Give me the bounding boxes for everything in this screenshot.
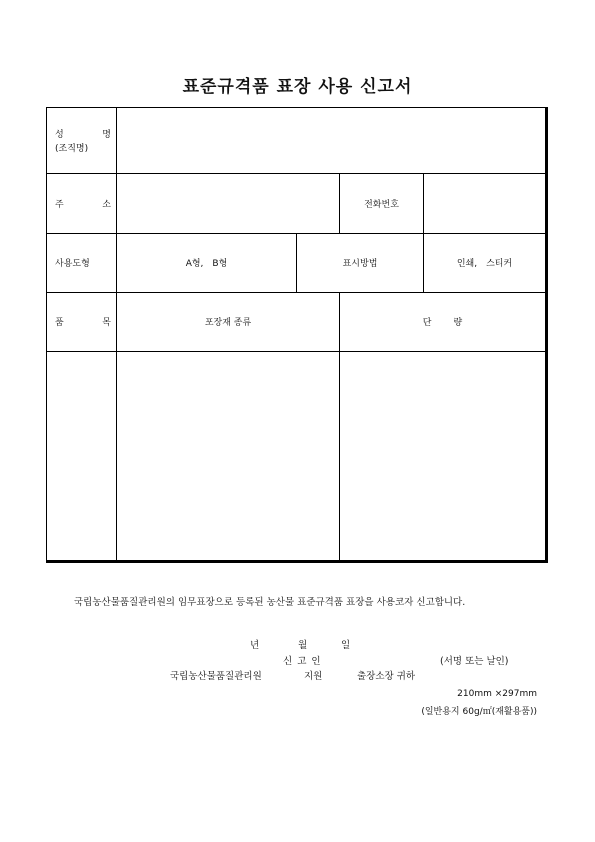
date-month: 월	[298, 640, 308, 651]
form-table	[46, 107, 548, 563]
item-entry-cell[interactable]	[47, 352, 116, 561]
name-label	[55, 126, 111, 140]
unit-header-part: 단	[422, 318, 432, 328]
form-title: 표준규격품 표장 사용 신고서	[182, 77, 413, 97]
paper-spec: (일반용지 60g/㎡(재활용품))	[421, 707, 537, 717]
display-method-value[interactable]: 인쇄, 스티커	[456, 259, 513, 269]
item-label-part: 품	[55, 318, 64, 328]
usage-value[interactable]: A형, B형	[185, 259, 228, 269]
unit-header	[340, 292, 545, 351]
name-field[interactable]	[117, 108, 545, 173]
unit-entry-cell[interactable]	[340, 352, 545, 561]
name-label-part: 명	[102, 129, 111, 140]
paper-size: 210mm ×297mm	[457, 689, 537, 699]
date-year: 년	[250, 640, 260, 651]
addressee-org: 국립농산물품질관리원	[170, 671, 262, 682]
addressee-office: 출장소장 귀하	[357, 671, 416, 682]
name-label-part: 성	[55, 129, 64, 140]
pack-type-header: 포장재 종류	[204, 318, 252, 328]
usage-label: 사용도형	[55, 259, 90, 269]
declarant-label: 신 고 인	[283, 656, 322, 667]
org-name-label: (조직명)	[55, 143, 89, 154]
item-label	[55, 292, 111, 351]
address-label-part: 주	[55, 199, 64, 210]
address-label	[55, 173, 111, 233]
address-field[interactable]	[117, 174, 339, 233]
pack-type-entry-cell[interactable]	[117, 352, 339, 561]
phone-label: 전화번호	[364, 199, 399, 210]
display-method-label: 표시방법	[342, 259, 378, 269]
declaration-text: 국립농산물품질관리원의 임무표장으로 등록된 농산물 표준규격품 표장을 사용코자 신고합니다.	[74, 597, 466, 608]
phone-field[interactable]	[424, 174, 545, 233]
addressee-branch: 지원	[304, 671, 323, 682]
address-label-part: 소	[102, 199, 111, 210]
sign-placeholder: (서명 또는 날인)	[440, 656, 509, 667]
item-label-part: 목	[102, 318, 111, 328]
unit-header-part: 량	[453, 318, 463, 328]
date-day: 일	[341, 640, 351, 651]
